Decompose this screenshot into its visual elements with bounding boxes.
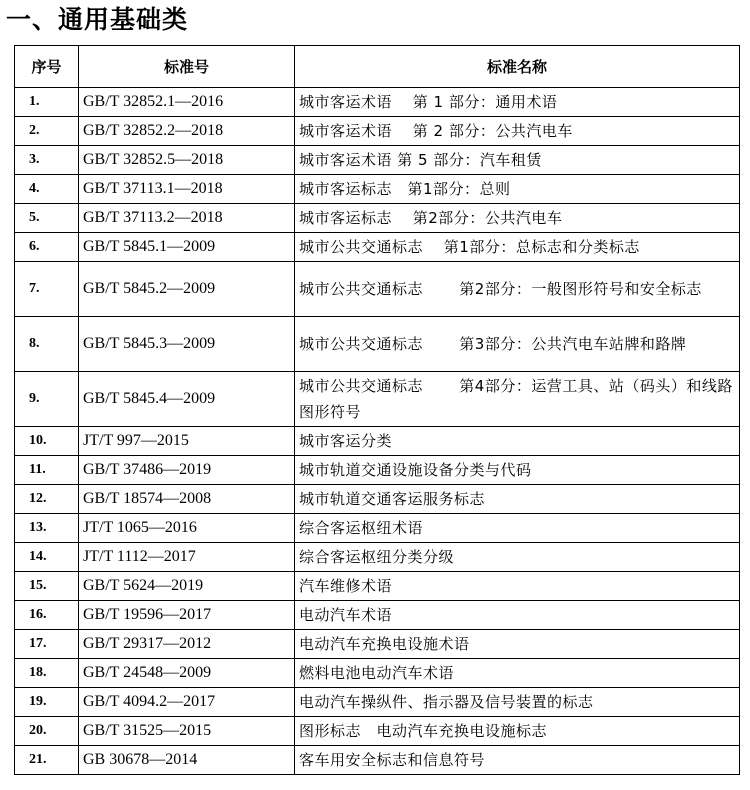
standard-name: 综合客运枢纽分类分级 <box>295 543 740 572</box>
standard-name: 汽车维修术语 <box>295 572 740 601</box>
standard-code: GB/T 37113.1—2018 <box>79 175 295 204</box>
standard-code: GB/T 5845.4—2009 <box>79 372 295 427</box>
standards-table <box>14 45 740 775</box>
standard-code: GB/T 37486—2019 <box>79 456 295 485</box>
standard-code: GB/T 5845.3—2009 <box>79 317 295 372</box>
row-number: 1. <box>15 88 79 117</box>
standard-name: 电动汽车充换电设施术语 <box>295 630 740 659</box>
table-row <box>15 456 740 485</box>
row-number: 10. <box>15 427 79 456</box>
table-row <box>15 262 740 317</box>
standard-code: GB/T 5845.1—2009 <box>79 233 295 262</box>
table-row <box>15 175 740 204</box>
row-number: 20. <box>15 717 79 746</box>
standard-name: 电动汽车术语 <box>295 601 740 630</box>
row-number: 7. <box>15 262 79 317</box>
standard-name: 城市客运标志 第2部分：公共汽电车 <box>295 204 740 233</box>
standard-code: GB/T 24548—2009 <box>79 659 295 688</box>
standard-name: 城市客运术语 第 2 部分：公共汽电车 <box>295 117 740 146</box>
row-number: 6. <box>15 233 79 262</box>
row-number: 11. <box>15 456 79 485</box>
table-row <box>15 204 740 233</box>
row-number: 5. <box>15 204 79 233</box>
standard-name: 城市公共交通标志 第1部分：总标志和分类标志 <box>295 233 740 262</box>
standard-name: 图形标志 电动汽车充换电设施标志 <box>295 717 740 746</box>
table-row <box>15 572 740 601</box>
standard-name: 电动汽车操纵件、指示器及信号装置的标志 <box>295 688 740 717</box>
table-row <box>15 746 740 775</box>
table-row <box>15 717 740 746</box>
table-row <box>15 630 740 659</box>
row-number: 15. <box>15 572 79 601</box>
standard-code: JT/T 1065—2016 <box>79 514 295 543</box>
row-number: 16. <box>15 601 79 630</box>
row-number: 9. <box>15 372 79 427</box>
standard-code: GB/T 19596—2017 <box>79 601 295 630</box>
standard-code: GB/T 31525—2015 <box>79 717 295 746</box>
standard-code: GB/T 5845.2—2009 <box>79 262 295 317</box>
col-header-code: 标准号 <box>79 46 295 88</box>
table-row <box>15 659 740 688</box>
standard-name: 城市公共交通标志 第2部分：一般图形符号和安全标志 <box>295 262 740 317</box>
standard-code: GB/T 18574—2008 <box>79 485 295 514</box>
row-number: 14. <box>15 543 79 572</box>
table-row <box>15 117 740 146</box>
section-title: 一、通用基础类 <box>6 5 189 34</box>
row-number: 4. <box>15 175 79 204</box>
standard-name: 城市客运分类 <box>295 427 740 456</box>
table-row <box>15 88 740 117</box>
table-row <box>15 543 740 572</box>
standard-name: 城市公共交通标志 第4部分：运营工具、站（码头）和线路图形符号 <box>295 372 740 427</box>
col-header-num: 序号 <box>15 46 79 88</box>
standard-name: 综合客运枢纽术语 <box>295 514 740 543</box>
row-number: 8. <box>15 317 79 372</box>
standard-code: GB/T 29317—2012 <box>79 630 295 659</box>
row-number: 17. <box>15 630 79 659</box>
standard-name: 客车用安全标志和信息符号 <box>295 746 740 775</box>
table-row <box>15 601 740 630</box>
table-row <box>15 146 740 175</box>
standard-name: 城市客运术语 第 1 部分：通用术语 <box>295 88 740 117</box>
row-number: 3. <box>15 146 79 175</box>
standard-name: 城市公共交通标志 第3部分：公共汽电车站牌和路牌 <box>295 317 740 372</box>
standard-code: JT/T 997—2015 <box>79 427 295 456</box>
col-header-name: 标准名称 <box>295 46 740 88</box>
standard-code: GB/T 5624—2019 <box>79 572 295 601</box>
standard-code: GB/T 32852.2—2018 <box>79 117 295 146</box>
table-row <box>15 514 740 543</box>
table-row <box>15 485 740 514</box>
standard-code: GB/T 4094.2—2017 <box>79 688 295 717</box>
table-header-row <box>15 46 740 88</box>
standard-name: 城市客运术语 第 5 部分：汽车租赁 <box>295 146 740 175</box>
row-number: 21. <box>15 746 79 775</box>
row-number: 19. <box>15 688 79 717</box>
standard-code: GB/T 32852.5—2018 <box>79 146 295 175</box>
standard-name: 城市客运标志 第1部分：总则 <box>295 175 740 204</box>
table-row <box>15 427 740 456</box>
row-number: 2. <box>15 117 79 146</box>
row-number: 12. <box>15 485 79 514</box>
standard-name: 燃料电池电动汽车术语 <box>295 659 740 688</box>
standard-code: GB/T 32852.1—2016 <box>79 88 295 117</box>
table-row <box>15 317 740 372</box>
standard-name: 城市轨道交通设施设备分类与代码 <box>295 456 740 485</box>
standard-code: GB 30678—2014 <box>79 746 295 775</box>
table-row <box>15 372 740 427</box>
standard-code: GB/T 37113.2—2018 <box>79 204 295 233</box>
table-row <box>15 233 740 262</box>
standard-code: JT/T 1112—2017 <box>79 543 295 572</box>
table-row <box>15 688 740 717</box>
row-number: 18. <box>15 659 79 688</box>
row-number: 13. <box>15 514 79 543</box>
standard-name: 城市轨道交通客运服务标志 <box>295 485 740 514</box>
